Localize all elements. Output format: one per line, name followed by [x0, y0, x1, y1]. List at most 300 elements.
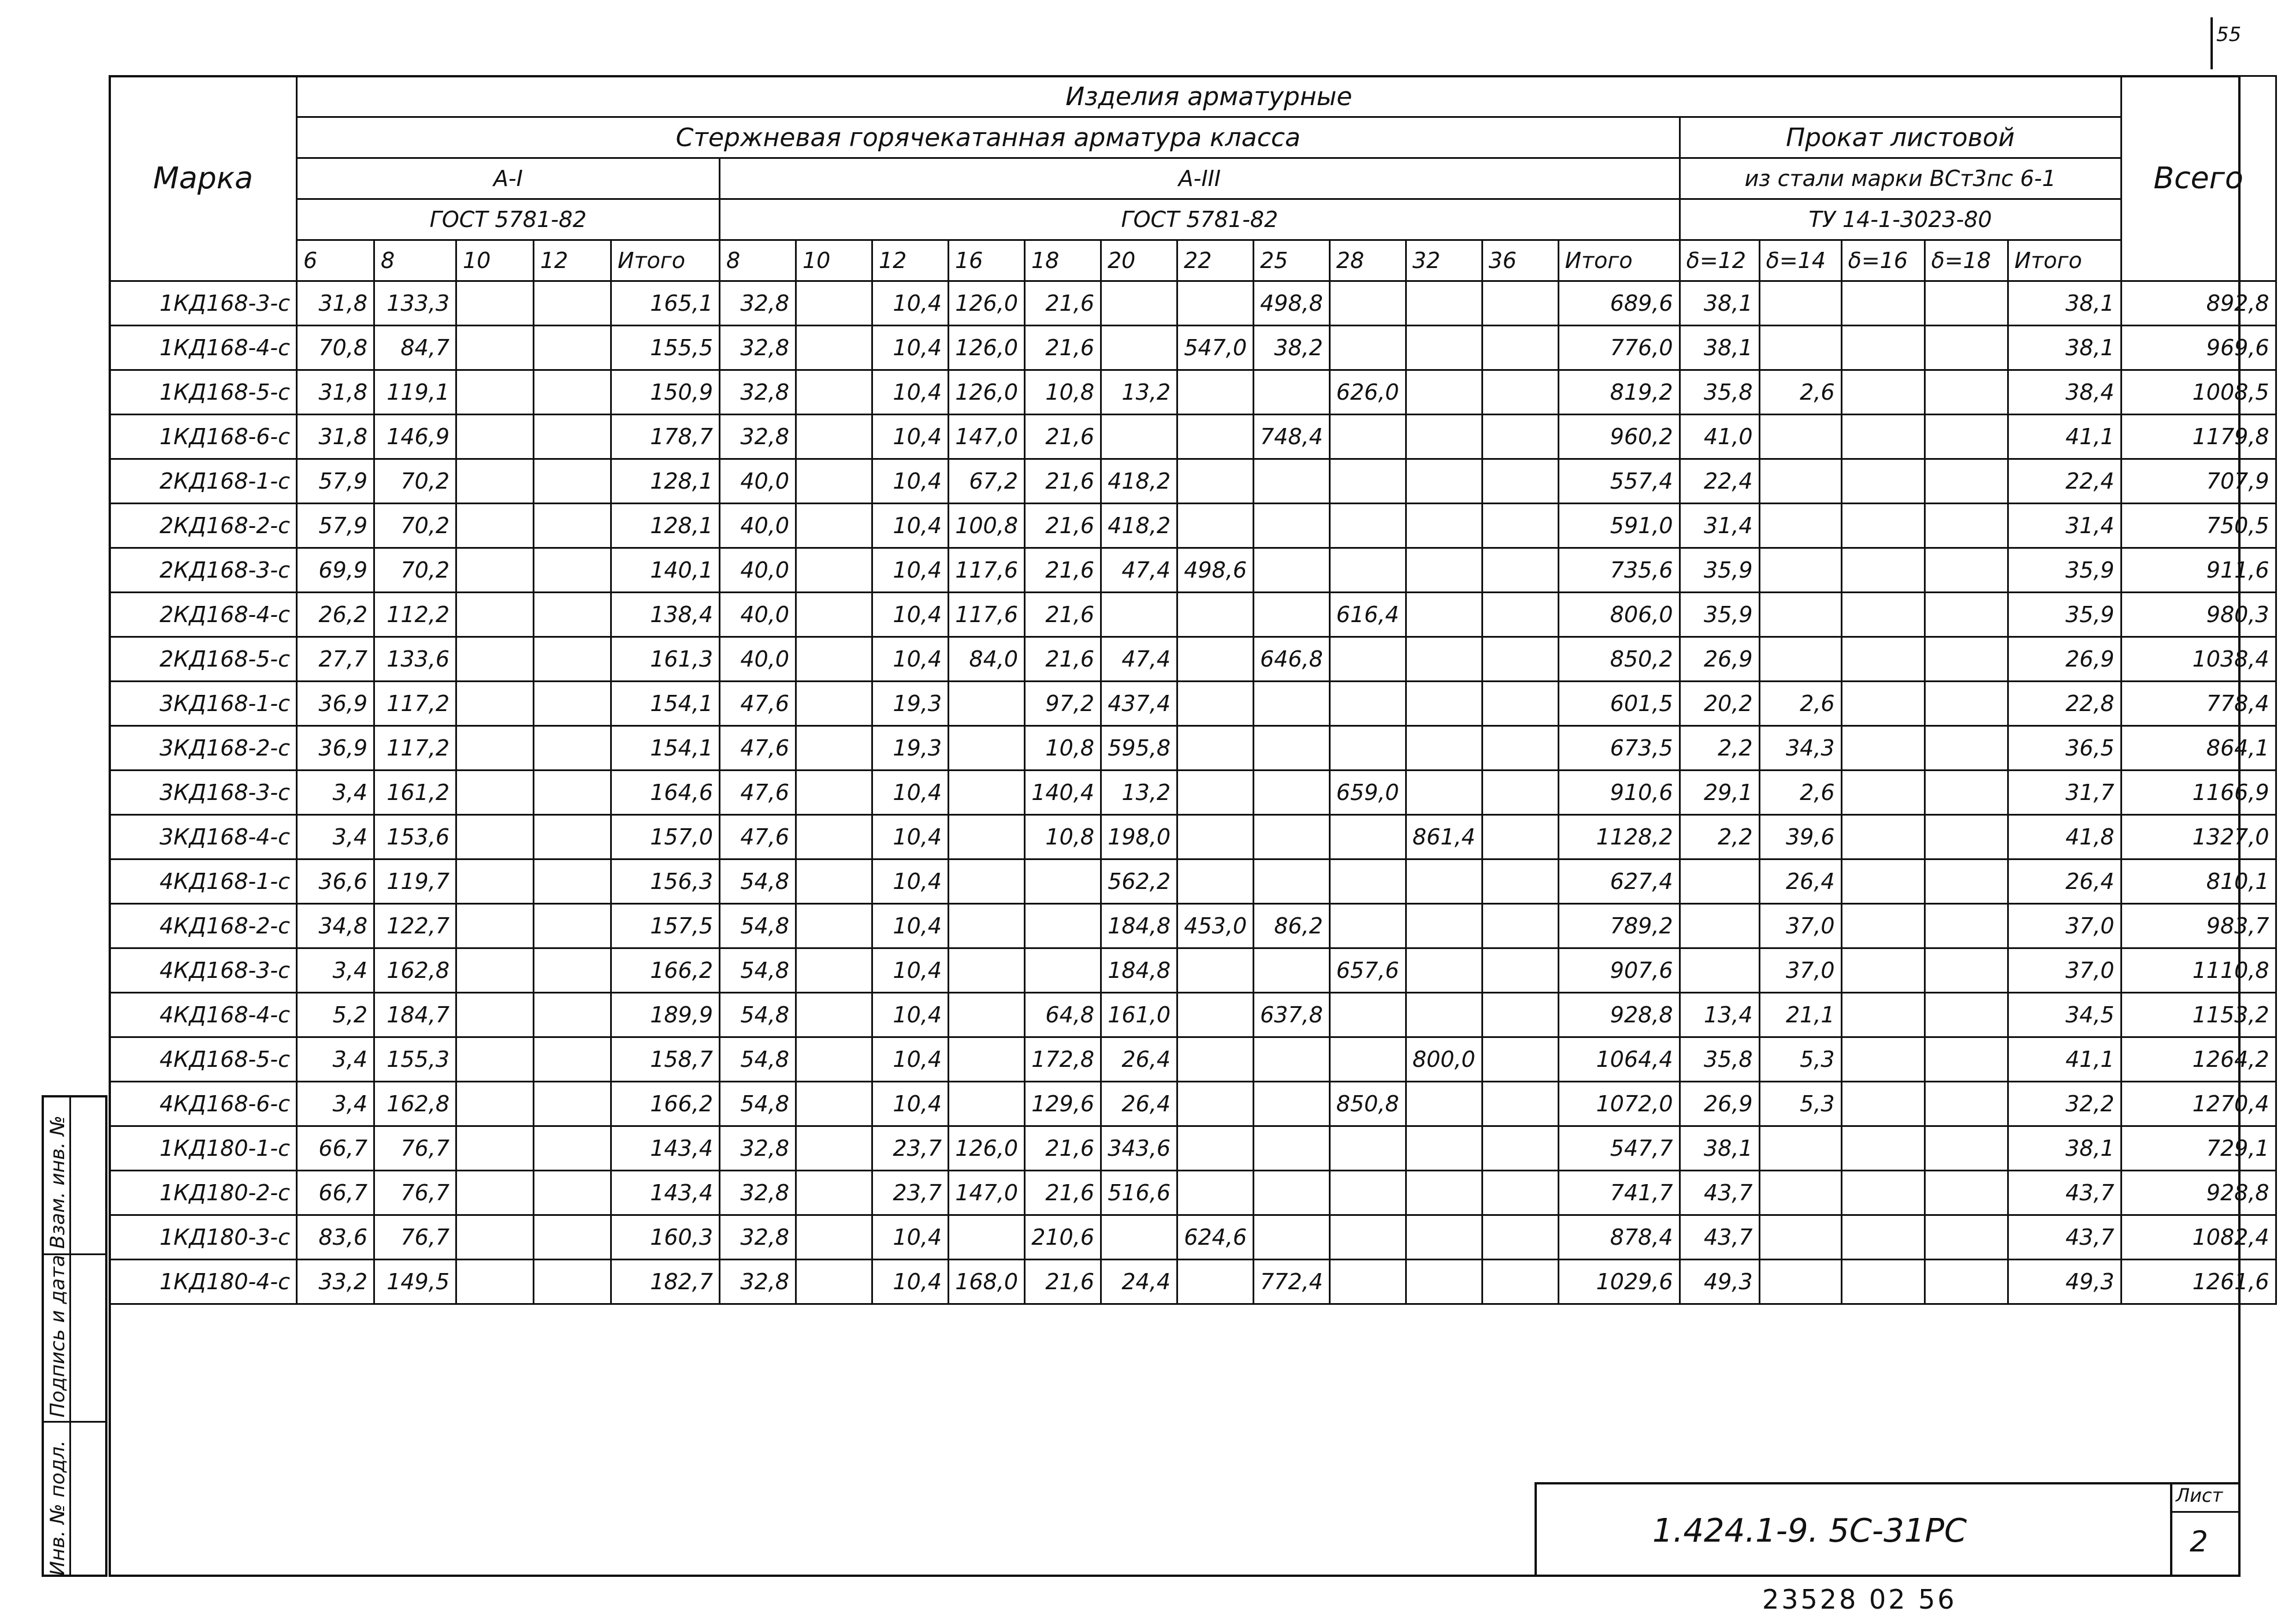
cell-a1: 117,2: [374, 726, 456, 771]
cell-a3: [1177, 948, 1254, 993]
cell-sheet: [1841, 504, 1925, 548]
cell-a1: 155,5: [611, 326, 720, 370]
cell-sheet: [1841, 593, 1925, 637]
cell-a3: 19,3: [872, 682, 949, 726]
cell-a3: 1128,2: [1558, 815, 1680, 859]
cell-a1: 34,8: [297, 904, 374, 948]
row-mark: 4КД168-6-с: [110, 1082, 297, 1126]
cell-sheet: 26,9: [2008, 637, 2121, 682]
cell-a3: [1406, 726, 1482, 771]
table-row: [110, 993, 2276, 1037]
cell-sheet: [1925, 859, 2008, 904]
cell-a1: [534, 904, 611, 948]
cell-a3: 23,7: [872, 1126, 949, 1171]
cell-a3: [1482, 771, 1558, 815]
table-row: [110, 948, 2276, 993]
cell-a3: 789,2: [1558, 904, 1680, 948]
cell-a1: 76,7: [374, 1215, 456, 1260]
cell-a1: [456, 281, 534, 326]
cell-a3: [796, 459, 872, 504]
sheet-label: Лист: [2176, 1484, 2223, 1506]
cell-a3: [1101, 326, 1177, 370]
cell-a3: [796, 815, 872, 859]
cell-a1: 3,4: [297, 948, 374, 993]
cell-a1: 112,2: [374, 593, 456, 637]
cell-sheet: [1925, 459, 2008, 504]
cell-a1: [456, 504, 534, 548]
cell-a3: [1254, 1171, 1330, 1215]
row-total: 707,9: [2121, 459, 2276, 504]
cell-a3: [1406, 1126, 1482, 1171]
cell-a1: [534, 370, 611, 415]
cell-a3: [949, 904, 1025, 948]
cell-a3: 10,4: [872, 637, 949, 682]
cell-a3: [1254, 459, 1330, 504]
cell-a3: 168,0: [949, 1260, 1025, 1304]
cell-a1: 161,2: [374, 771, 456, 815]
cell-a1: 138,4: [611, 593, 720, 637]
cell-sheet: 43,7: [2008, 1171, 2121, 1215]
cell-sheet: 37,0: [1759, 948, 1841, 993]
cell-a3: [796, 504, 872, 548]
cell-a3: [1406, 1082, 1482, 1126]
cell-a1: [534, 281, 611, 326]
cell-a3: [1329, 326, 1406, 370]
sheet-thickness-header: Итого: [2008, 240, 2121, 281]
cell-a3: 741,7: [1558, 1171, 1680, 1215]
cell-a3: [1406, 771, 1482, 815]
cell-a3: [1101, 281, 1177, 326]
row-total: 778,4: [2121, 682, 2276, 726]
cell-a1: [456, 1260, 534, 1304]
cell-sheet: 32,2: [2008, 1082, 2121, 1126]
cell-a3: 10,4: [872, 281, 949, 326]
row-total: 1166,9: [2121, 771, 2276, 815]
cell-a3: [949, 1082, 1025, 1126]
cell-sheet: 21,1: [1759, 993, 1841, 1037]
cell-a3: 54,8: [720, 1037, 796, 1082]
cell-sheet: [1759, 1171, 1841, 1215]
cell-sheet: [1925, 326, 2008, 370]
cell-sheet: [1841, 1037, 1925, 1082]
cell-a3: [1406, 370, 1482, 415]
cell-a3: [1482, 548, 1558, 593]
cell-a3: [796, 682, 872, 726]
cell-a3: 21,6: [1025, 1260, 1101, 1304]
cell-a3: 40,0: [720, 593, 796, 637]
cell-a3: 819,2: [1558, 370, 1680, 415]
cell-a3: [1406, 1260, 1482, 1304]
cell-a3: [949, 1215, 1025, 1260]
cell-sheet: [1841, 370, 1925, 415]
cell-sheet: 2,2: [1680, 726, 1759, 771]
cell-a1: [456, 771, 534, 815]
diameter-a1-header: Итого: [611, 240, 720, 281]
cell-a3: 10,8: [1025, 726, 1101, 771]
cell-a3: [1406, 948, 1482, 993]
cell-a3: [1482, 682, 1558, 726]
cell-a3: 616,4: [1329, 593, 1406, 637]
cell-a3: 32,8: [720, 415, 796, 459]
cell-a3: 547,7: [1558, 1126, 1680, 1171]
row-mark: 2КД168-3-с: [110, 548, 297, 593]
cell-a3: 140,4: [1025, 771, 1101, 815]
cell-a3: [1254, 948, 1330, 993]
cell-a3: 928,8: [1558, 993, 1680, 1037]
row-mark: 4КД168-1-с: [110, 859, 297, 904]
cell-a1: [534, 548, 611, 593]
cell-a3: 595,8: [1101, 726, 1177, 771]
cell-sheet: [1925, 281, 2008, 326]
cell-a3: [796, 948, 872, 993]
diameter-a3-header: 20: [1101, 240, 1177, 281]
cell-a1: 178,7: [611, 415, 720, 459]
cell-a3: [796, 1215, 872, 1260]
cell-a3: 21,6: [1025, 593, 1101, 637]
cell-sheet: 43,7: [1680, 1215, 1759, 1260]
cell-a3: [1101, 593, 1177, 637]
cell-a1: 33,2: [297, 1260, 374, 1304]
total-header: Всего: [2121, 76, 2276, 281]
cell-sheet: [1925, 504, 2008, 548]
cell-a1: 26,2: [297, 593, 374, 637]
cell-a3: 10,4: [872, 593, 949, 637]
cell-a3: 147,0: [949, 1171, 1025, 1215]
cell-a1: 57,9: [297, 504, 374, 548]
cell-a1: [456, 993, 534, 1037]
diameter-a3-header: 32: [1406, 240, 1482, 281]
cell-sheet: [1925, 904, 2008, 948]
cell-a3: [1329, 281, 1406, 326]
cell-a3: [1254, 370, 1330, 415]
cell-a3: 10,4: [872, 370, 949, 415]
cell-sheet: 38,1: [2008, 1126, 2121, 1171]
cell-a3: [1177, 1037, 1254, 1082]
cell-a3: 117,6: [949, 593, 1025, 637]
cell-a1: 162,8: [374, 948, 456, 993]
table-row: [110, 771, 2276, 815]
cell-a3: 47,6: [720, 682, 796, 726]
cell-a3: 54,8: [720, 859, 796, 904]
cell-sheet: [1925, 771, 2008, 815]
cell-a1: 154,1: [611, 682, 720, 726]
cell-a1: [534, 815, 611, 859]
archive-number: 23528 02 56: [1762, 1584, 1957, 1615]
cell-a1: 164,6: [611, 771, 720, 815]
cell-sheet: [1925, 815, 2008, 859]
cell-a1: 66,7: [297, 1126, 374, 1171]
cell-sheet: [1841, 771, 1925, 815]
cell-a1: [534, 771, 611, 815]
cell-a3: 418,2: [1101, 504, 1177, 548]
cell-a1: 57,9: [297, 459, 374, 504]
cell-a3: 10,4: [872, 1082, 949, 1126]
cell-a3: 40,0: [720, 459, 796, 504]
document-code: 1.424.1-9. 5С-31РС: [1652, 1512, 1967, 1550]
cell-a3: 626,0: [1329, 370, 1406, 415]
cell-a3: 100,8: [949, 504, 1025, 548]
cell-a1: 36,6: [297, 859, 374, 904]
row-total: 1008,5: [2121, 370, 2276, 415]
cell-a3: 806,0: [1558, 593, 1680, 637]
cell-a1: 189,9: [611, 993, 720, 1037]
cell-a3: [1406, 459, 1482, 504]
cell-a1: [456, 1215, 534, 1260]
cell-sheet: [1759, 1215, 1841, 1260]
corner-page-number: 55: [2216, 23, 2242, 46]
cell-a1: 156,3: [611, 859, 720, 904]
class-a1-header: А-I: [297, 158, 720, 199]
row-mark: 3КД168-1-с: [110, 682, 297, 726]
row-total: 1179,8: [2121, 415, 2276, 459]
cell-a3: 32,8: [720, 326, 796, 370]
cell-sheet: 5,3: [1759, 1082, 1841, 1126]
cell-a1: [456, 415, 534, 459]
cell-a3: 498,6: [1177, 548, 1254, 593]
cell-a3: [1482, 459, 1558, 504]
cell-a3: 126,0: [949, 281, 1025, 326]
cell-sheet: [1841, 1126, 1925, 1171]
cell-a3: 147,0: [949, 415, 1025, 459]
cell-a3: 23,7: [872, 1171, 949, 1215]
row-mark: 1КД168-3-с: [110, 281, 297, 326]
cell-sheet: 38,1: [1680, 1126, 1759, 1171]
cell-sheet: [1925, 993, 2008, 1037]
cell-a3: [949, 815, 1025, 859]
cell-sheet: [1680, 859, 1759, 904]
cell-a1: 133,3: [374, 281, 456, 326]
cell-a1: [456, 904, 534, 948]
cell-a3: [796, 859, 872, 904]
table-row: [110, 1171, 2276, 1215]
cell-a1: [534, 415, 611, 459]
cell-sheet: 26,9: [1680, 637, 1759, 682]
cell-a3: 689,6: [1558, 281, 1680, 326]
row-mark: 3КД168-2-с: [110, 726, 297, 771]
cell-sheet: 13,4: [1680, 993, 1759, 1037]
row-total: 892,8: [2121, 281, 2276, 326]
diameter-a3-header: 16: [949, 240, 1025, 281]
cell-a3: [1406, 682, 1482, 726]
row-total: 1327,0: [2121, 815, 2276, 859]
cell-a3: 21,6: [1025, 281, 1101, 326]
cell-a3: [1177, 1126, 1254, 1171]
cell-a3: 32,8: [720, 1171, 796, 1215]
cell-sheet: 2,6: [1759, 370, 1841, 415]
cell-a1: 150,9: [611, 370, 720, 415]
row-total: 980,3: [2121, 593, 2276, 637]
signature-date-label: Подпись и дата: [46, 1255, 69, 1417]
cell-sheet: 5,3: [1759, 1037, 1841, 1082]
cell-a1: [456, 1037, 534, 1082]
cell-a3: [1101, 1215, 1177, 1260]
cell-a1: 158,7: [611, 1037, 720, 1082]
diameter-a3-header: 28: [1329, 240, 1406, 281]
cell-sheet: [1925, 370, 2008, 415]
cell-a3: [1254, 548, 1330, 593]
cell-sheet: 35,9: [1680, 593, 1759, 637]
cell-a3: 21,6: [1025, 548, 1101, 593]
cell-sheet: 49,3: [1680, 1260, 1759, 1304]
cell-sheet: [1925, 593, 2008, 637]
cell-sheet: 31,7: [2008, 771, 2121, 815]
cell-sheet: [1925, 682, 2008, 726]
cell-sheet: [1841, 326, 1925, 370]
cell-a3: 129,6: [1025, 1082, 1101, 1126]
row-mark: 3КД168-3-с: [110, 771, 297, 815]
cell-a3: [949, 682, 1025, 726]
cell-a3: 960,2: [1558, 415, 1680, 459]
row-mark: 4КД168-3-с: [110, 948, 297, 993]
cell-sheet: [1925, 637, 2008, 682]
cell-a1: 133,6: [374, 637, 456, 682]
cell-a3: [1329, 682, 1406, 726]
row-total: 969,6: [2121, 326, 2276, 370]
cell-a1: 153,6: [374, 815, 456, 859]
row-mark: 1КД180-2-с: [110, 1171, 297, 1215]
cell-a1: 149,5: [374, 1260, 456, 1304]
row-total: 1270,4: [2121, 1082, 2276, 1126]
cell-a3: [1329, 459, 1406, 504]
cell-a3: 210,6: [1025, 1215, 1101, 1260]
cell-sheet: [1841, 1260, 1925, 1304]
row-total: 1082,4: [2121, 1215, 2276, 1260]
cell-sheet: 37,0: [2008, 904, 2121, 948]
row-total: 810,1: [2121, 859, 2276, 904]
diameter-a3-header: 10: [796, 240, 872, 281]
cell-a3: [1329, 504, 1406, 548]
cell-sheet: [1925, 1126, 2008, 1171]
table-row: [110, 1215, 2276, 1260]
cell-sheet: [1841, 1082, 1925, 1126]
cell-a3: [1406, 326, 1482, 370]
row-total: 928,8: [2121, 1171, 2276, 1215]
cell-a1: 27,7: [297, 637, 374, 682]
cell-sheet: [1759, 504, 1841, 548]
cell-a3: 184,8: [1101, 904, 1177, 948]
sheet-thickness-header: δ=18: [1925, 240, 2008, 281]
cell-a1: 31,8: [297, 370, 374, 415]
cell-a1: [534, 459, 611, 504]
row-mark: 2КД168-4-с: [110, 593, 297, 637]
table-row: [110, 281, 2276, 326]
cell-a3: [1177, 1082, 1254, 1126]
cell-a1: 143,4: [611, 1126, 720, 1171]
table-row: [110, 726, 2276, 771]
cell-a3: [1406, 281, 1482, 326]
cell-a1: 70,2: [374, 504, 456, 548]
cell-a3: 601,5: [1558, 682, 1680, 726]
row-total: 983,7: [2121, 904, 2276, 948]
row-total: 1264,2: [2121, 1037, 2276, 1082]
cell-a3: [796, 415, 872, 459]
diameter-a3-header: Итого: [1558, 240, 1680, 281]
cell-a1: 3,4: [297, 815, 374, 859]
cell-a3: 10,4: [872, 415, 949, 459]
cell-a3: 26,4: [1101, 1037, 1177, 1082]
class-a3-header: А-III: [720, 158, 1680, 199]
cell-a3: 1064,4: [1558, 1037, 1680, 1082]
cell-a3: 19,3: [872, 726, 949, 771]
row-mark: 1КД168-4-с: [110, 326, 297, 370]
cell-a1: 69,9: [297, 548, 374, 593]
cell-a1: 146,9: [374, 415, 456, 459]
cell-sheet: [1841, 948, 1925, 993]
cell-a3: 21,6: [1025, 637, 1101, 682]
row-mark: 2КД168-1-с: [110, 459, 297, 504]
diameter-a3-header: 22: [1177, 240, 1254, 281]
cell-a3: [796, 1171, 872, 1215]
cell-a3: 10,4: [872, 993, 949, 1037]
cell-sheet: 37,0: [1759, 904, 1841, 948]
cell-a1: [534, 859, 611, 904]
cell-a3: [949, 859, 1025, 904]
table-title: Изделия арматурные: [297, 76, 2122, 117]
table-row: [110, 504, 2276, 548]
cell-a3: 10,4: [872, 459, 949, 504]
cell-a3: 10,4: [872, 548, 949, 593]
cell-a3: 32,8: [720, 281, 796, 326]
cell-a3: [1177, 1171, 1254, 1215]
cell-sheet: 43,7: [2008, 1215, 2121, 1260]
cell-sheet: [1759, 326, 1841, 370]
cell-sheet: 22,8: [2008, 682, 2121, 726]
cell-a3: 1072,0: [1558, 1082, 1680, 1126]
cell-a3: [1329, 993, 1406, 1037]
cell-a3: [1482, 1260, 1558, 1304]
row-mark: 1КД168-5-с: [110, 370, 297, 415]
cell-a3: [796, 281, 872, 326]
cell-a1: [456, 593, 534, 637]
row-mark: 1КД180-3-с: [110, 1215, 297, 1260]
cell-a3: [1482, 637, 1558, 682]
cell-a3: [1329, 815, 1406, 859]
table-row: [110, 1037, 2276, 1082]
row-mark: 1КД180-4-с: [110, 1260, 297, 1304]
cell-a1: [456, 682, 534, 726]
cell-a3: 26,4: [1101, 1082, 1177, 1126]
cell-a3: 21,6: [1025, 1171, 1101, 1215]
cell-a1: 76,7: [374, 1126, 456, 1171]
cell-a3: 10,8: [1025, 370, 1101, 415]
cell-a3: [1329, 548, 1406, 593]
cell-a1: 5,2: [297, 993, 374, 1037]
cell-a3: 735,6: [1558, 548, 1680, 593]
cell-a3: [949, 771, 1025, 815]
diameter-a3-header: 18: [1025, 240, 1101, 281]
cell-a3: 10,4: [872, 1037, 949, 1082]
cell-a3: 776,0: [1558, 326, 1680, 370]
cell-a3: [1025, 948, 1101, 993]
cell-a1: [534, 1171, 611, 1215]
cell-a3: [1254, 771, 1330, 815]
diameter-a3-header: 12: [872, 240, 949, 281]
cell-a3: 10,4: [872, 504, 949, 548]
diameter-a3-header: 36: [1482, 240, 1558, 281]
diameter-a1-header: 12: [534, 240, 611, 281]
row-total: 1261,6: [2121, 1260, 2276, 1304]
cell-a3: [1177, 281, 1254, 326]
cell-a3: 32,8: [720, 1260, 796, 1304]
cell-a3: 10,4: [872, 948, 949, 993]
cell-a3: [1482, 504, 1558, 548]
cell-sheet: [1841, 682, 1925, 726]
row-mark: 2КД168-2-с: [110, 504, 297, 548]
cell-a1: 31,8: [297, 415, 374, 459]
gost-a3: ГОСТ 5781-82: [720, 199, 1680, 240]
cell-a3: [1329, 1126, 1406, 1171]
cell-a3: 878,4: [1558, 1215, 1680, 1260]
